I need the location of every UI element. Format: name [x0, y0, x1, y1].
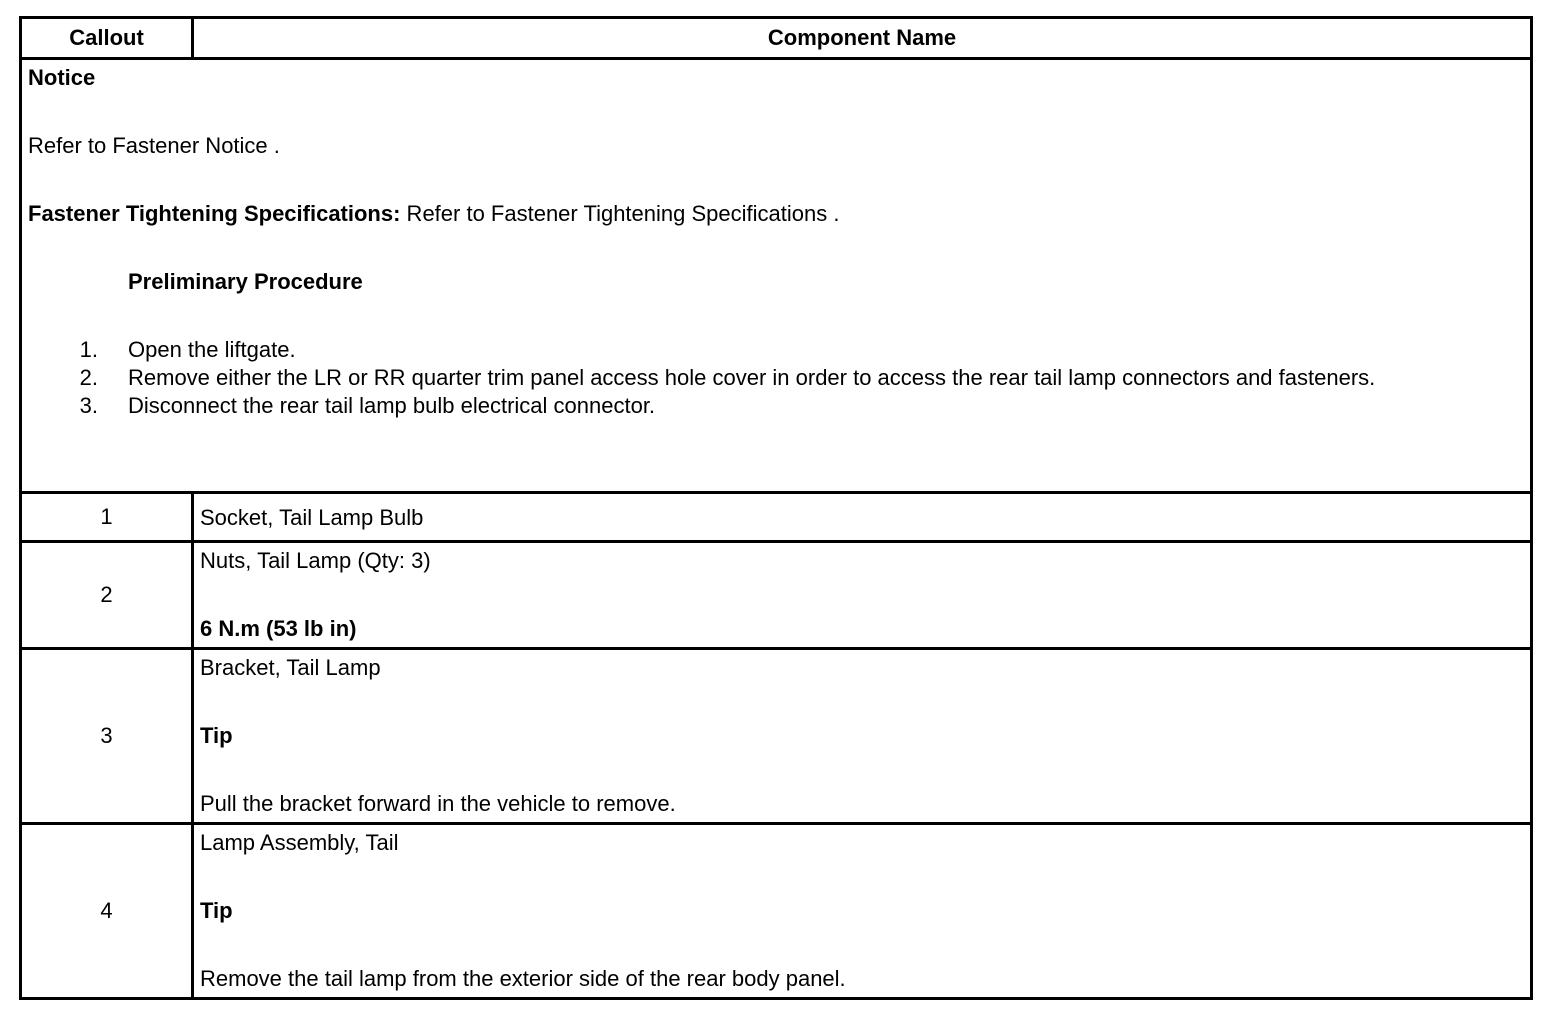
tip-text: Pull the bracket forward in the vehicle to remove. — [200, 791, 676, 816]
table-row — [21, 824, 1532, 999]
tip-label: Tip — [200, 723, 233, 748]
tip-text: Remove the tail lamp from the exterior side of the rear body panel. — [200, 966, 846, 991]
list-item — [28, 336, 1524, 364]
preliminary-procedure-title: Preliminary Procedure — [128, 269, 363, 294]
step-text: Disconnect the rear tail lamp bulb electrical connector. — [128, 393, 656, 418]
step-text: Remove either the LR or RR quarter trim panel access hole cover in order to access the rear tail lamp connectors and fasteners. — [128, 365, 1376, 390]
component-name: Lamp Assembly, Tail — [200, 830, 399, 855]
procedure-steps — [28, 336, 1524, 420]
header-component-name: Component Name — [193, 18, 1532, 59]
list-item — [28, 364, 1524, 392]
callout-cell: 4 — [21, 824, 193, 999]
header-callout: Callout — [21, 18, 193, 59]
table-row — [21, 493, 1532, 542]
step-text: Open the liftgate. — [128, 337, 296, 362]
spec-label: Fastener Tightening Specifications: — [28, 201, 401, 226]
component-cell — [193, 649, 1532, 824]
step-number: 3. — [79, 393, 98, 418]
table-row — [21, 542, 1532, 649]
step-number: 2. — [79, 365, 98, 390]
torque-spec: 6 N.m (53 lb in) — [200, 616, 357, 641]
notice-cell — [21, 59, 1532, 493]
callout-cell: 2 — [21, 542, 193, 649]
component-name: Bracket, Tail Lamp — [200, 655, 381, 680]
list-item — [28, 392, 1524, 420]
table-header-row — [21, 18, 1532, 59]
component-name: Socket, Tail Lamp Bulb — [193, 493, 1532, 542]
notice-row — [21, 59, 1532, 493]
tip-label: Tip — [200, 898, 233, 923]
callout-cell: 3 — [21, 649, 193, 824]
component-cell — [193, 542, 1532, 649]
spec-text: Refer to Fastener Tightening Specifications . — [400, 201, 840, 226]
callout-cell: 1 — [21, 493, 193, 542]
component-table — [19, 16, 1533, 1000]
component-cell — [193, 824, 1532, 999]
component-name: Nuts, Tail Lamp (Qty: 3) — [200, 548, 431, 573]
table-row — [21, 649, 1532, 824]
notice-title: Notice — [28, 65, 96, 90]
fastener-spec — [28, 200, 1524, 228]
step-number: 1. — [79, 337, 98, 362]
notice-refer: Refer to Fastener Notice . — [28, 133, 280, 158]
